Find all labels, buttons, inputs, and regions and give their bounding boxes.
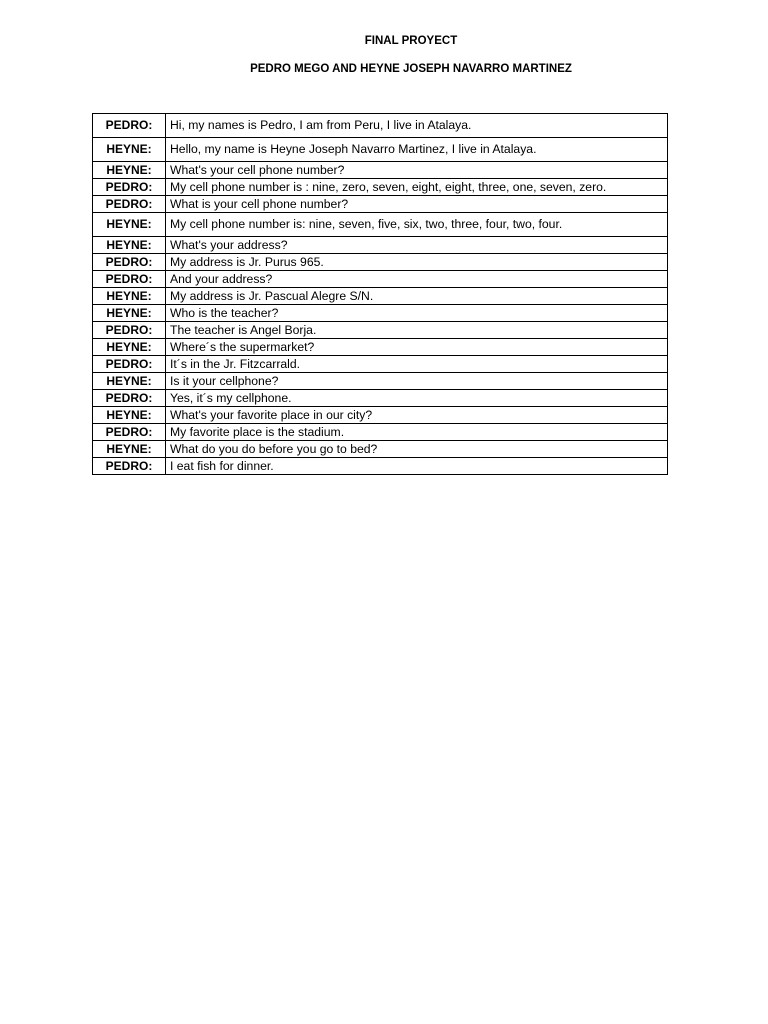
table-row [93, 339, 668, 356]
line-cell: My favorite place is the stadium. [166, 424, 668, 441]
speaker-cell: HEYNE: [93, 237, 166, 254]
speaker-cell: PEDRO: [93, 114, 166, 138]
line-cell: Hi, my names is Pedro, I am from Peru, I live in Atalaya. [166, 114, 668, 138]
table-row [93, 288, 668, 305]
line-cell: My cell phone number is: nine, seven, five, six, two, three, four, two, four. [166, 213, 668, 237]
line-cell: What is your cell phone number? [166, 196, 668, 213]
line-cell: What's your cell phone number? [166, 162, 668, 179]
speaker-cell: PEDRO: [93, 271, 166, 288]
table-row [93, 196, 668, 213]
table-row [93, 179, 668, 196]
table-row [93, 322, 668, 339]
line-cell: The teacher is Angel Borja. [166, 322, 668, 339]
table-row [93, 458, 668, 475]
dialogue-table-body [93, 114, 668, 475]
line-cell: What do you do before you go to bed? [166, 441, 668, 458]
table-row [93, 114, 668, 138]
line-cell: My address is Jr. Purus 965. [166, 254, 668, 271]
table-row [93, 237, 668, 254]
document-subtitle: PEDRO MEGO AND HEYNE JOSEPH NAVARRO MARTINEZ [250, 63, 572, 75]
speaker-cell: HEYNE: [93, 288, 166, 305]
speaker-cell: HEYNE: [93, 213, 166, 237]
speaker-cell: PEDRO: [93, 179, 166, 196]
line-cell: And your address? [166, 271, 668, 288]
dialogue-table [92, 113, 668, 475]
table-row [93, 373, 668, 390]
table-row [93, 390, 668, 407]
table-row [93, 356, 668, 373]
line-cell: Where´s the supermarket? [166, 339, 668, 356]
speaker-cell: HEYNE: [93, 162, 166, 179]
table-row [93, 138, 668, 162]
speaker-cell: HEYNE: [93, 138, 166, 162]
line-cell: Hello, my name is Heyne Joseph Navarro Martinez, I live in Atalaya. [166, 138, 668, 162]
speaker-cell: HEYNE: [93, 441, 166, 458]
line-cell: What's your favorite place in our city? [166, 407, 668, 424]
table-row [93, 441, 668, 458]
line-cell: My cell phone number is : nine, zero, seven, eight, eight, three, one, seven, zero. [166, 179, 668, 196]
speaker-cell: HEYNE: [93, 373, 166, 390]
table-row [93, 162, 668, 179]
speaker-cell: HEYNE: [93, 407, 166, 424]
line-cell: My address is Jr. Pascual Alegre S/N. [166, 288, 668, 305]
line-cell: It´s in the Jr. Fitzcarrald. [166, 356, 668, 373]
table-row [93, 305, 668, 322]
line-cell: Yes, it´s my cellphone. [166, 390, 668, 407]
speaker-cell: PEDRO: [93, 390, 166, 407]
table-row [93, 424, 668, 441]
document-title: FINAL PROYECT [364, 35, 458, 47]
line-cell: Is it your cellphone? [166, 373, 668, 390]
speaker-cell: PEDRO: [93, 458, 166, 475]
speaker-cell: PEDRO: [93, 424, 166, 441]
speaker-cell: PEDRO: [93, 322, 166, 339]
line-cell: What's your address? [166, 237, 668, 254]
table-row [93, 254, 668, 271]
line-cell: Who is the teacher? [166, 305, 668, 322]
table-row [93, 407, 668, 424]
line-cell: I eat fish for dinner. [166, 458, 668, 475]
table-row [93, 271, 668, 288]
speaker-cell: HEYNE: [93, 339, 166, 356]
speaker-cell: PEDRO: [93, 356, 166, 373]
table-row [93, 213, 668, 237]
speaker-cell: HEYNE: [93, 305, 166, 322]
speaker-cell: PEDRO: [93, 196, 166, 213]
speaker-cell: PEDRO: [93, 254, 166, 271]
